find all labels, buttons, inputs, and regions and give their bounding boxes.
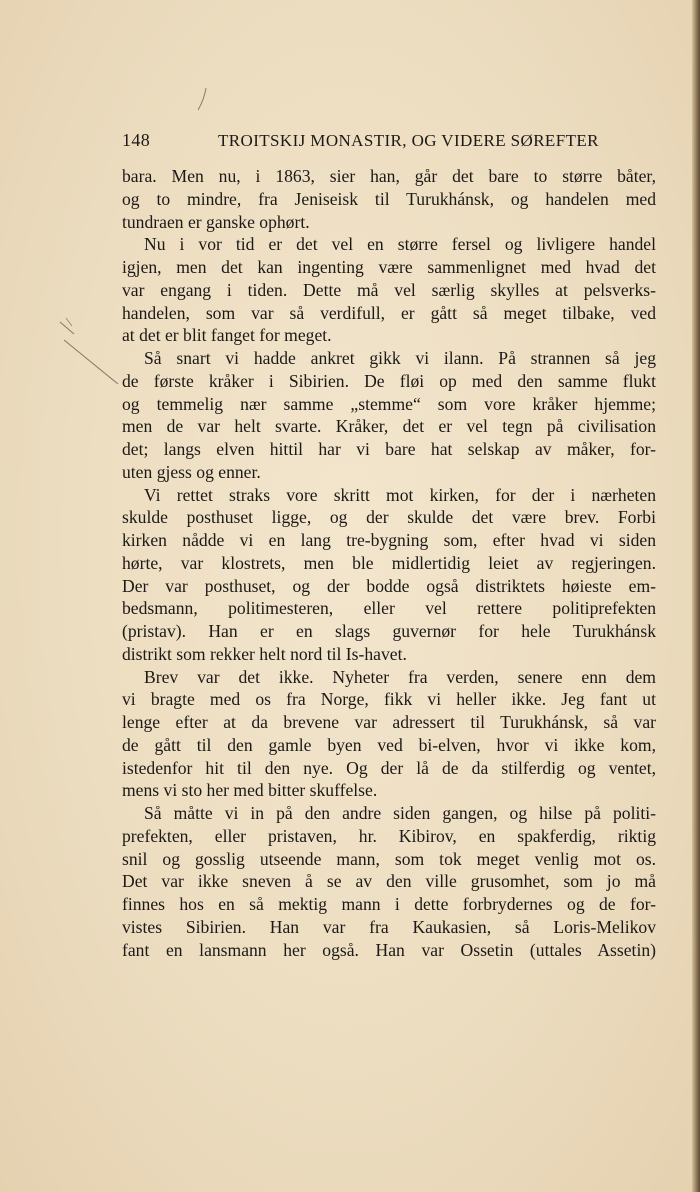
- text-line: vistes Sibirien. Han var fra Kaukasien, så Loris-Melikov: [122, 916, 656, 937]
- text-line: prefekten, eller pristaven, hr. Kibirov, en spakferdig, riktig: [122, 825, 656, 846]
- pencil-mark-icon: [54, 300, 124, 390]
- running-title: TROITSKIJ MONASTIR, OG VIDERE SØREFTER: [218, 131, 599, 150]
- text-line: Det var ikke sneven å se av den ville grusomhet, som jo må: [122, 871, 656, 892]
- text-line: distrikt som rekker helt nord til Is-havet.: [122, 643, 407, 664]
- text-line: men de var helt svarte. Kråker, det er vel tegn på civilisation: [122, 416, 656, 437]
- text-line: at det er blit fanget for meget.: [122, 325, 332, 346]
- text-line: det; langs elven hittil har vi bare hat selskap av måker, for-: [122, 439, 656, 459]
- text-line: snil og gosslig utseende mann, som tok meget venlig mot os.: [122, 848, 656, 869]
- text-line: skulde posthuset ligge, og der skulde det være brev. Forbi: [122, 507, 656, 528]
- text-line: hørte, var klostrets, men ble midlertidig leiet av regjeringen.: [122, 552, 656, 573]
- text-line: finnes hos en så mektig mann i dette forbrydernes og de for-: [122, 894, 656, 914]
- text-line: og to mindre, fra Jeniseisk til Turukhánsk, og handelen med: [122, 188, 656, 209]
- text-line: Vi rettet straks vore skritt mot kirken, for der i nærheten: [144, 484, 656, 505]
- text-line: Brev var det ikke. Nyheter fra verden, senere enn dem: [144, 666, 656, 687]
- text-line: Der var posthuset, og der bodde også distriktets høieste em-: [122, 575, 656, 596]
- pencil-tick-icon: [196, 86, 210, 114]
- text-line: (pristav). Han er en slags guvernør for hele Turukhánsk: [122, 621, 656, 641]
- text-line: uten gjess og enner.: [122, 461, 261, 482]
- running-head: [122, 130, 599, 154]
- text-line: tundraen er ganske ophørt.: [122, 211, 310, 232]
- text-line: istedenfor hit til den nye. Og der lå de da stilferdig og ventet,: [122, 757, 656, 778]
- text-line: kirken nådde vi en lang tre-bygning som, efter hvad vi siden: [122, 530, 656, 550]
- text-line: mens vi sto her med bitter skuffelse.: [122, 780, 378, 801]
- body-text: [122, 165, 656, 961]
- text-line: bara. Men nu, i 1863, sier han, går det bare to større båter,: [122, 166, 656, 186]
- page-edge: [692, 0, 700, 1192]
- text-line: Nu i vor tid er det vel en større fersel og livligere handel: [144, 234, 656, 255]
- text-line: de første kråker i Sibirien. De fløi op med den samme flukt: [122, 370, 656, 391]
- text-line: vi bragte med os fra Norge, fikk vi heller ikke. Jeg fant ut: [122, 689, 656, 710]
- text-line: handelen, som var så verdifull, er gått så meget tilbake, ved: [122, 302, 656, 323]
- page-number: 148: [122, 130, 151, 150]
- text-line: de gått til den gamle byen ved bi-elven, hvor vi ikke kom,: [122, 734, 656, 755]
- text-line: Så måtte vi in på den andre siden gangen, og hilse på politi-: [144, 803, 656, 823]
- text-line: fant en lansmann her også. Han var Ossetin (uttales Assetin): [122, 939, 656, 960]
- text-line: Så snart vi hadde ankret gikk vi ilann. På strannen så jeg: [144, 348, 656, 368]
- text-line: og temmelig nær samme „stemme“ som vore kråker hjemme;: [122, 393, 656, 414]
- text-line: lenge efter at da brevene var adressert til Turukhánsk, så var: [122, 712, 656, 732]
- text-line: bedsmann, politimesteren, eller vel rettere politiprefekten: [122, 598, 656, 619]
- text-line: igjen, men det kan ingenting være sammenlignet med hvad det: [122, 257, 656, 277]
- text-line: var engang i tiden. Dette må vel særlig skylles at pelsverks-: [122, 279, 656, 300]
